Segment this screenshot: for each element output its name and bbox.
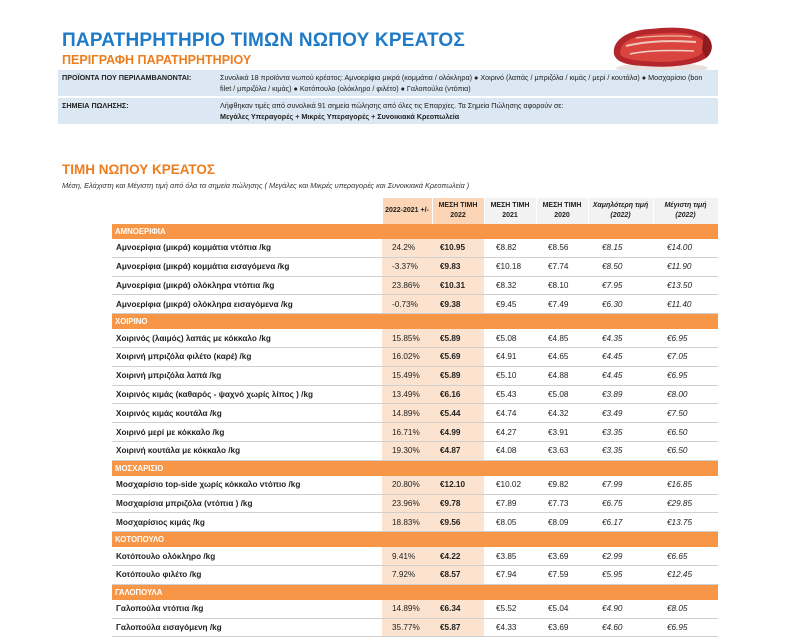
category-row xyxy=(112,314,718,330)
mean-price-2020: €5.04 xyxy=(536,600,588,618)
points-cell xyxy=(216,98,718,124)
table-header-row xyxy=(112,198,718,224)
table-row xyxy=(112,295,718,314)
table-row xyxy=(112,239,718,257)
mean-price-2022: €10.95 xyxy=(432,239,484,257)
mean-price-2021: €4.27 xyxy=(484,423,536,442)
min-price-2022: €4.45 xyxy=(588,366,653,385)
min-price-2022: €4.45 xyxy=(588,347,653,366)
mean-price-2022: €6.34 xyxy=(432,600,484,618)
min-price-2022: €6.75 xyxy=(588,494,653,513)
mean-price-2021: €5.08 xyxy=(484,329,536,347)
mean-price-2021: €3.85 xyxy=(484,547,536,565)
table-row xyxy=(112,600,718,618)
product-name: Γαλοπούλα εισαγόμενη /kg xyxy=(112,618,382,637)
pct-change: 16.71% xyxy=(382,423,432,442)
product-name: Αμνοερίφια (μικρά) κομμάτια ντόπια /kg xyxy=(112,239,382,257)
mean-price-2020: €4.65 xyxy=(536,347,588,366)
mean-price-2022: €5.87 xyxy=(432,618,484,637)
max-price-2022: €29.85 xyxy=(653,494,718,513)
points-text-types: Μεγάλες Υπεραγορές + Μικρές Υπεραγορές + Συνοικιακά Κρεοπωλεία xyxy=(220,112,460,121)
min-price-2022: €8.15 xyxy=(588,239,653,257)
table-row xyxy=(112,423,718,442)
max-price-2022: €6.95 xyxy=(653,618,718,637)
max-price-2022: €14.00 xyxy=(653,239,718,257)
table-row xyxy=(112,513,718,532)
product-name: Χοιρινός (λαιμός) λαπάς με κόκκαλο /kg xyxy=(112,329,382,347)
mean-price-2022: €4.22 xyxy=(432,547,484,565)
table-row xyxy=(112,385,718,404)
pct-change: 24.2% xyxy=(382,239,432,257)
min-price-2022: €7.99 xyxy=(588,476,653,494)
table-row xyxy=(112,618,718,637)
mean-price-2020: €7.59 xyxy=(536,565,588,584)
price-table xyxy=(112,198,719,637)
product-name: Αμνοερίφια (μικρά) κομμάτια εισαγόμενα /kg xyxy=(112,257,382,276)
category-row xyxy=(112,532,718,548)
mean-price-2022: €5.89 xyxy=(432,366,484,385)
mean-price-2021: €4.74 xyxy=(484,404,536,423)
mean-price-2021: €4.91 xyxy=(484,347,536,366)
mean-price-2022: €10.31 xyxy=(432,276,484,295)
header-mean-2020: ΜΕΣΗ ΤΙΜΗ 2020 xyxy=(536,198,588,224)
pct-change: 20.80% xyxy=(382,476,432,494)
min-price-2022: €7.95 xyxy=(588,276,653,295)
header-max-2022: Μέγιστη τιμή (2022) xyxy=(653,198,718,224)
table-row xyxy=(112,404,718,423)
min-price-2022: €6.17 xyxy=(588,513,653,532)
min-price-2022: €3.35 xyxy=(588,423,653,442)
max-price-2022: €6.65 xyxy=(653,547,718,565)
min-price-2022: €6.30 xyxy=(588,295,653,314)
mean-price-2020: €4.88 xyxy=(536,366,588,385)
mean-price-2020: €4.85 xyxy=(536,329,588,347)
max-price-2022: €11.90 xyxy=(653,257,718,276)
product-name: Χοιρινός κιμάς (καθαρός - ψαχνό χωρίς λίπος ) /kg xyxy=(112,385,382,404)
header-mean-2022: ΜΕΣΗ ΤΙΜΗ 2022 xyxy=(432,198,484,224)
category-row xyxy=(112,460,718,476)
max-price-2022: €8.00 xyxy=(653,385,718,404)
category-label: ΧΟΙΡΙΝΟ xyxy=(112,314,718,330)
mean-price-2020: €3.63 xyxy=(536,441,588,460)
mean-price-2021: €8.05 xyxy=(484,513,536,532)
meat-illustration xyxy=(606,20,718,76)
product-name: Κοτόπουλο φιλέτο /kg xyxy=(112,565,382,584)
table-row xyxy=(112,547,718,565)
product-name: Μοσχαρίσιος κιμάς /kg xyxy=(112,513,382,532)
points-text: Λήφθηκαν τιμές από συνολικά 91 σημεία πώλησης από όλες τις Επαρχίες. Τα Σημεία Πώλησης αφορούν σε: xyxy=(220,101,564,110)
min-price-2022: €5.95 xyxy=(588,565,653,584)
max-price-2022: €6.95 xyxy=(653,366,718,385)
pct-change: 14.89% xyxy=(382,600,432,618)
points-label: ΣΗΜΕΙΑ ΠΩΛΗΣΗΣ: xyxy=(58,98,216,124)
mean-price-2020: €7.73 xyxy=(536,494,588,513)
header-mean-2021: ΜΕΣΗ ΤΙΜΗ 2021 xyxy=(484,198,536,224)
pct-change: 14.89% xyxy=(382,404,432,423)
min-price-2022: €8.50 xyxy=(588,257,653,276)
mean-price-2021: €4.08 xyxy=(484,441,536,460)
min-price-2022: €3.89 xyxy=(588,385,653,404)
mean-price-2020: €8.10 xyxy=(536,276,588,295)
mean-price-2020: €3.69 xyxy=(536,547,588,565)
product-name: Αμνοερίφια (μικρά) ολόκληρα εισαγόμενα /kg xyxy=(112,295,382,314)
max-price-2022: €7.50 xyxy=(653,404,718,423)
pct-change: 16.02% xyxy=(382,347,432,366)
mean-price-2022: €9.83 xyxy=(432,257,484,276)
pct-change: 15.85% xyxy=(382,329,432,347)
header-min-2022: Χαμηλότερη τιμή (2022) xyxy=(588,198,653,224)
mean-price-2020: €3.91 xyxy=(536,423,588,442)
mean-price-2022: €6.16 xyxy=(432,385,484,404)
mean-price-2021: €5.52 xyxy=(484,600,536,618)
table-row xyxy=(112,366,718,385)
mean-price-2021: €9.45 xyxy=(484,295,536,314)
prices-section-title: ΤΙΜΗ ΝΩΠΟΥ ΚΡΕΑΤΟΣ xyxy=(62,162,215,177)
max-price-2022: €7.05 xyxy=(653,347,718,366)
pct-change: 23.96% xyxy=(382,494,432,513)
header-pct-change: 2022-2021 +/- xyxy=(382,198,432,224)
max-price-2022: €16.85 xyxy=(653,476,718,494)
product-name: Αμνοερίφια (μικρά) ολόκληρα ντόπια /kg xyxy=(112,276,382,295)
product-name: Μοσχαρίσια μπριζόλα (ντόπια ) /kg xyxy=(112,494,382,513)
category-label: ΑΜΝΟΕΡΙΦΙΑ xyxy=(112,224,718,239)
max-price-2022: €8.05 xyxy=(653,600,718,618)
products-label: ΠΡΟΪΟΝΤΑ ΠΟΥ ΠΕΡΙΛΑΜΒΑΝΟΝΤΑΙ: xyxy=(58,70,216,96)
category-label: ΜΟΣΧΑΡΙΣΙΟ xyxy=(112,460,718,476)
mean-price-2022: €9.38 xyxy=(432,295,484,314)
min-price-2022: €3.49 xyxy=(588,404,653,423)
mean-price-2021: €5.43 xyxy=(484,385,536,404)
mean-price-2021: €8.82 xyxy=(484,239,536,257)
mean-price-2020: €8.56 xyxy=(536,239,588,257)
pct-change: 9.41% xyxy=(382,547,432,565)
min-price-2022: €4.60 xyxy=(588,618,653,637)
table-row xyxy=(112,441,718,460)
mean-price-2022: €9.78 xyxy=(432,494,484,513)
pct-change: 23.86% xyxy=(382,276,432,295)
mean-price-2022: €5.69 xyxy=(432,347,484,366)
max-price-2022: €6.95 xyxy=(653,329,718,347)
mean-price-2020: €7.74 xyxy=(536,257,588,276)
page-subtitle: ΠΕΡΙΓΡΑΦΗ ΠΑΡΑΤΗΡΗΤΗΡΙΟΥ xyxy=(62,53,252,67)
mean-price-2021: €10.18 xyxy=(484,257,536,276)
max-price-2022: €11.40 xyxy=(653,295,718,314)
category-label: ΓΑΛΟΠΟΥΛΑ xyxy=(112,584,718,600)
pct-change: 7.92% xyxy=(382,565,432,584)
pct-change: -0.73% xyxy=(382,295,432,314)
description-table xyxy=(58,70,718,124)
mean-price-2020: €5.08 xyxy=(536,385,588,404)
max-price-2022: €6.50 xyxy=(653,441,718,460)
mean-price-2021: €7.94 xyxy=(484,565,536,584)
product-name: Γαλοπούλα ντόπια /kg xyxy=(112,600,382,618)
product-name: Μοσχαρίσιο top-side χωρίς κόκκαλο ντόπιο /kg xyxy=(112,476,382,494)
page-title: ΠΑΡΑΤΗΡΗΤΗΡΙΟ ΤΙΜΩΝ ΝΩΠΟΥ ΚΡΕΑΤΟΣ xyxy=(62,30,465,51)
product-name: Χοιρινή μπριζόλα λαπά /kg xyxy=(112,366,382,385)
table-row xyxy=(112,347,718,366)
table-row xyxy=(112,494,718,513)
mean-price-2022: €12.10 xyxy=(432,476,484,494)
header-blank xyxy=(112,198,382,224)
pct-change: 18.83% xyxy=(382,513,432,532)
table-row xyxy=(112,329,718,347)
product-name: Κοτόπουλο ολόκληρο /kg xyxy=(112,547,382,565)
mean-price-2022: €5.89 xyxy=(432,329,484,347)
mean-price-2020: €9.82 xyxy=(536,476,588,494)
mean-price-2022: €4.87 xyxy=(432,441,484,460)
table-row xyxy=(112,565,718,584)
table-row xyxy=(112,476,718,494)
table-row xyxy=(112,257,718,276)
pct-change: 35.77% xyxy=(382,618,432,637)
price-table-body xyxy=(112,224,718,637)
product-name: Χοιρινός κιμάς κουτάλα /kg xyxy=(112,404,382,423)
category-row xyxy=(112,584,718,600)
mean-price-2020: €4.32 xyxy=(536,404,588,423)
products-text: Συνολικά 18 προϊόντα νωπού κρέατος: Αμνοερίφια μικρά (κομμάτια / ολόκληρα) ● Χοιρινό (λαπάς / μπριζόλα / κιμάς / μερί / κουτάλα) ● Μοσχαρίσιο (bon filet / μπριζόλα / κιμάς) ● Κοτόπουλο (ολόκληρο / φιλέτο) ● Γαλοπούλα (ντόπια) xyxy=(216,70,718,96)
mean-price-2021: €10.02 xyxy=(484,476,536,494)
max-price-2022: €6.50 xyxy=(653,423,718,442)
category-row xyxy=(112,224,718,239)
max-price-2022: €13.75 xyxy=(653,513,718,532)
prices-section-subtitle: Μέση, Ελάχιστη και Μέγιστη τιμή από όλα τα σημεία πώλησης ( Μεγάλες και Μικρές υπεραγορές και Συνοικιακά Κρεοπωλεία ) xyxy=(62,181,470,190)
mean-price-2022: €5.44 xyxy=(432,404,484,423)
mean-price-2022: €8.57 xyxy=(432,565,484,584)
mean-price-2021: €8.32 xyxy=(484,276,536,295)
max-price-2022: €13.50 xyxy=(653,276,718,295)
pct-change: 15.49% xyxy=(382,366,432,385)
pct-change: 13.49% xyxy=(382,385,432,404)
max-price-2022: €12.45 xyxy=(653,565,718,584)
mean-price-2022: €9.56 xyxy=(432,513,484,532)
product-name: Χοιρινή μπριζόλα φιλέτο (καρέ) /kg xyxy=(112,347,382,366)
min-price-2022: €2.99 xyxy=(588,547,653,565)
min-price-2022: €3.35 xyxy=(588,441,653,460)
mean-price-2021: €5.10 xyxy=(484,366,536,385)
mean-price-2022: €4.99 xyxy=(432,423,484,442)
product-name: Χοιρινό μερί με κόκκαλο /kg xyxy=(112,423,382,442)
product-name: Χοιρινή κουτάλα με κόκκαλο /kg xyxy=(112,441,382,460)
pct-change: 19.30% xyxy=(382,441,432,460)
table-row xyxy=(112,276,718,295)
mean-price-2021: €7.89 xyxy=(484,494,536,513)
mean-price-2020: €3.69 xyxy=(536,618,588,637)
min-price-2022: €4.90 xyxy=(588,600,653,618)
category-label: ΚΟΤΟΠΟΥΛΟ xyxy=(112,532,718,548)
mean-price-2020: €8.09 xyxy=(536,513,588,532)
min-price-2022: €4.35 xyxy=(588,329,653,347)
mean-price-2021: €4.33 xyxy=(484,618,536,637)
mean-price-2020: €7.49 xyxy=(536,295,588,314)
pct-change: -3.37% xyxy=(382,257,432,276)
